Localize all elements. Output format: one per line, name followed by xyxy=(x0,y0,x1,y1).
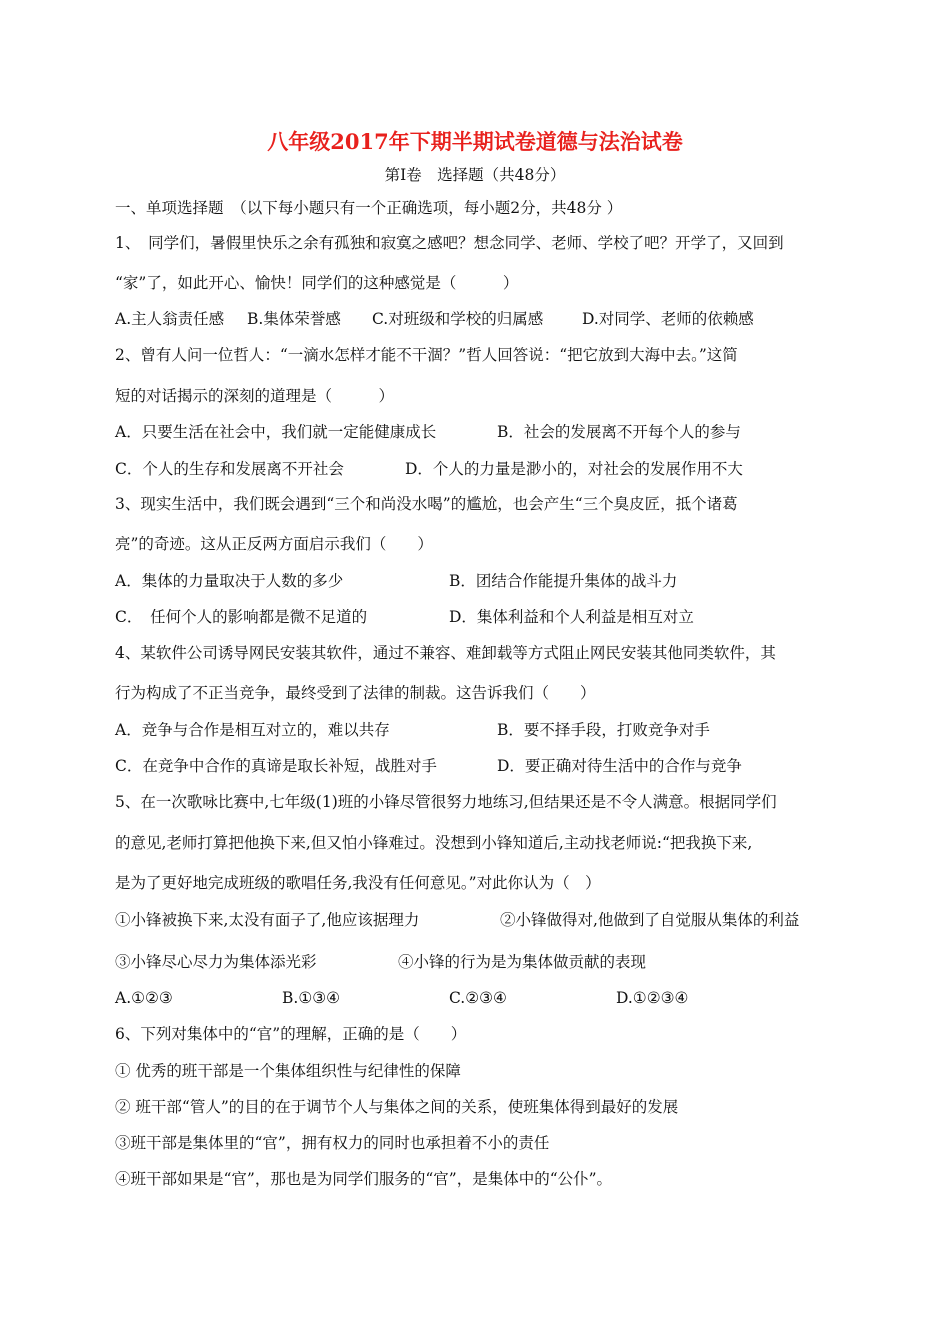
q3-stem-line2: 亮”的奇迹。这从正反两方面启示我们（ ） xyxy=(115,535,433,553)
q4-option-a: A．竞争与合作是相互对立的，难以共存 xyxy=(115,721,390,739)
q2-option-b: B．社会的发展离不开每个人的参与 xyxy=(497,423,741,441)
q5-option-a: A.①②③ xyxy=(115,989,173,1007)
q5-statement-4: ④小锋的行为是为集体做贡献的表现 xyxy=(398,953,647,971)
q1-option-d: D.对同学、老师的依赖感 xyxy=(582,310,754,328)
q5-option-c: C.②③④ xyxy=(449,989,507,1007)
q5-option-d: D.①②③④ xyxy=(616,989,689,1007)
q6-statement-4: ④班干部如果是“官”，那也是为同学们服务的“官”，是集体中的“公仆”。 xyxy=(115,1170,613,1188)
q5-option-b: B.①③④ xyxy=(282,989,341,1007)
q6-stem-line1: 6、下列对集体中的“官”的理解，正确的是（ ） xyxy=(115,1025,467,1043)
q5-stem-line1: 5、在一次歌咏比赛中,七年级(1)班的小锋尽管很努力地练习,但结果还是不令人满意。根据同学们 xyxy=(115,793,777,811)
q6-statement-1: ① 优秀的班干部是一个集体组织性与纪律性的保障 xyxy=(115,1062,461,1080)
part-heading: 第Ⅰ卷 选择题（共48分） xyxy=(384,166,566,184)
q2-option-d: D．个人的力量是渺小的，对社会的发展作用不大 xyxy=(405,460,743,478)
q2-option-c: C．个人的生存和发展离不开社会 xyxy=(115,460,344,478)
q3-option-b: B．团结合作能提升集体的战斗力 xyxy=(449,572,678,590)
q5-stem-line2: 的意见,老师打算把他换下来,但又怕小锋难过。没想到小锋知道后,主动找老师说:“把我换下来, xyxy=(115,834,753,852)
q4-option-d: D．要正确对待生活中的合作与竞争 xyxy=(497,757,742,775)
q4-stem-line1: 4、某软件公司诱导网民安装其软件，通过不兼容、难卸载等方式阻止网民安装其他同类软件，其 xyxy=(115,644,776,662)
q3-option-a: A．集体的力量取决于人数的多少 xyxy=(115,572,344,590)
q4-stem-line2: 行为构成了不正当竞争，最终受到了法律的制裁。这告诉我们（ ） xyxy=(115,684,596,702)
q6-statement-3: ③班干部是集体里的“官”，拥有权力的同时也承担着不小的责任 xyxy=(115,1134,550,1152)
q1-stem-line2: “家”了，如此开心、愉快！同学们的这种感觉是（ ） xyxy=(115,274,519,292)
q5-statement-3: ③小锋尽心尽力为集体添光彩 xyxy=(115,953,317,971)
q2-stem-line1: 2、曾有人问一位哲人：“一滴水怎样才能不干涸？”哲人回答说：“把它放到大海中去。”这简 xyxy=(115,346,738,364)
q2-option-a: A．只要生活在社会中，我们就一定能健康成长 xyxy=(115,423,437,441)
exam-title: 八年级2017年下期半期试卷道德与法治试卷 xyxy=(267,129,683,154)
q1-option-c: C.对班级和学校的归属感 xyxy=(372,310,544,328)
q5-statement-2: ②小锋做得对,他做到了自觉服从集体的利益 xyxy=(500,911,800,929)
q1-stem-line1: 1、 同学们，暑假里快乐之余有孤独和寂寞之感吧？想念同学、老师、学校了吧？开学了，又回到 xyxy=(115,234,784,252)
q3-stem-line1: 3、现实生活中，我们既会遇到“三个和尚没水喝”的尴尬，也会产生“三个臭皮匠，抵个诸葛 xyxy=(115,495,738,513)
q4-option-c: C．在竞争中合作的真谛是取长补短，战胜对手 xyxy=(115,757,437,775)
section-heading: 一、单项选择题 （以下每小题只有一个正确选项，每小题2分，共48分 ） xyxy=(115,199,623,217)
q5-stem-line3: 是为了更好地完成班级的歌唱任务,我没有任何意见。”对此你认为（ ） xyxy=(115,874,601,892)
q2-stem-line2: 短的对话揭示的深刻的道理是（ ） xyxy=(115,387,395,405)
q3-option-d: D．集体利益和个人利益是相互对立 xyxy=(449,608,694,626)
q3-option-c: C． 任何个人的影响都是微不足道的 xyxy=(115,608,368,626)
q1-option-b: B.集体荣誉感 xyxy=(247,310,341,328)
q6-statement-2: ② 班干部“管人”的目的在于调节个人与集体之间的关系，使班集体得到最好的发展 xyxy=(115,1098,679,1116)
q4-option-b: B．要不择手段，打败竞争对手 xyxy=(497,721,710,739)
q5-statement-1: ①小锋被换下来,太没有面子了,他应该据理力 xyxy=(115,911,420,929)
q1-option-a: A.主人翁责任感 xyxy=(115,310,225,328)
